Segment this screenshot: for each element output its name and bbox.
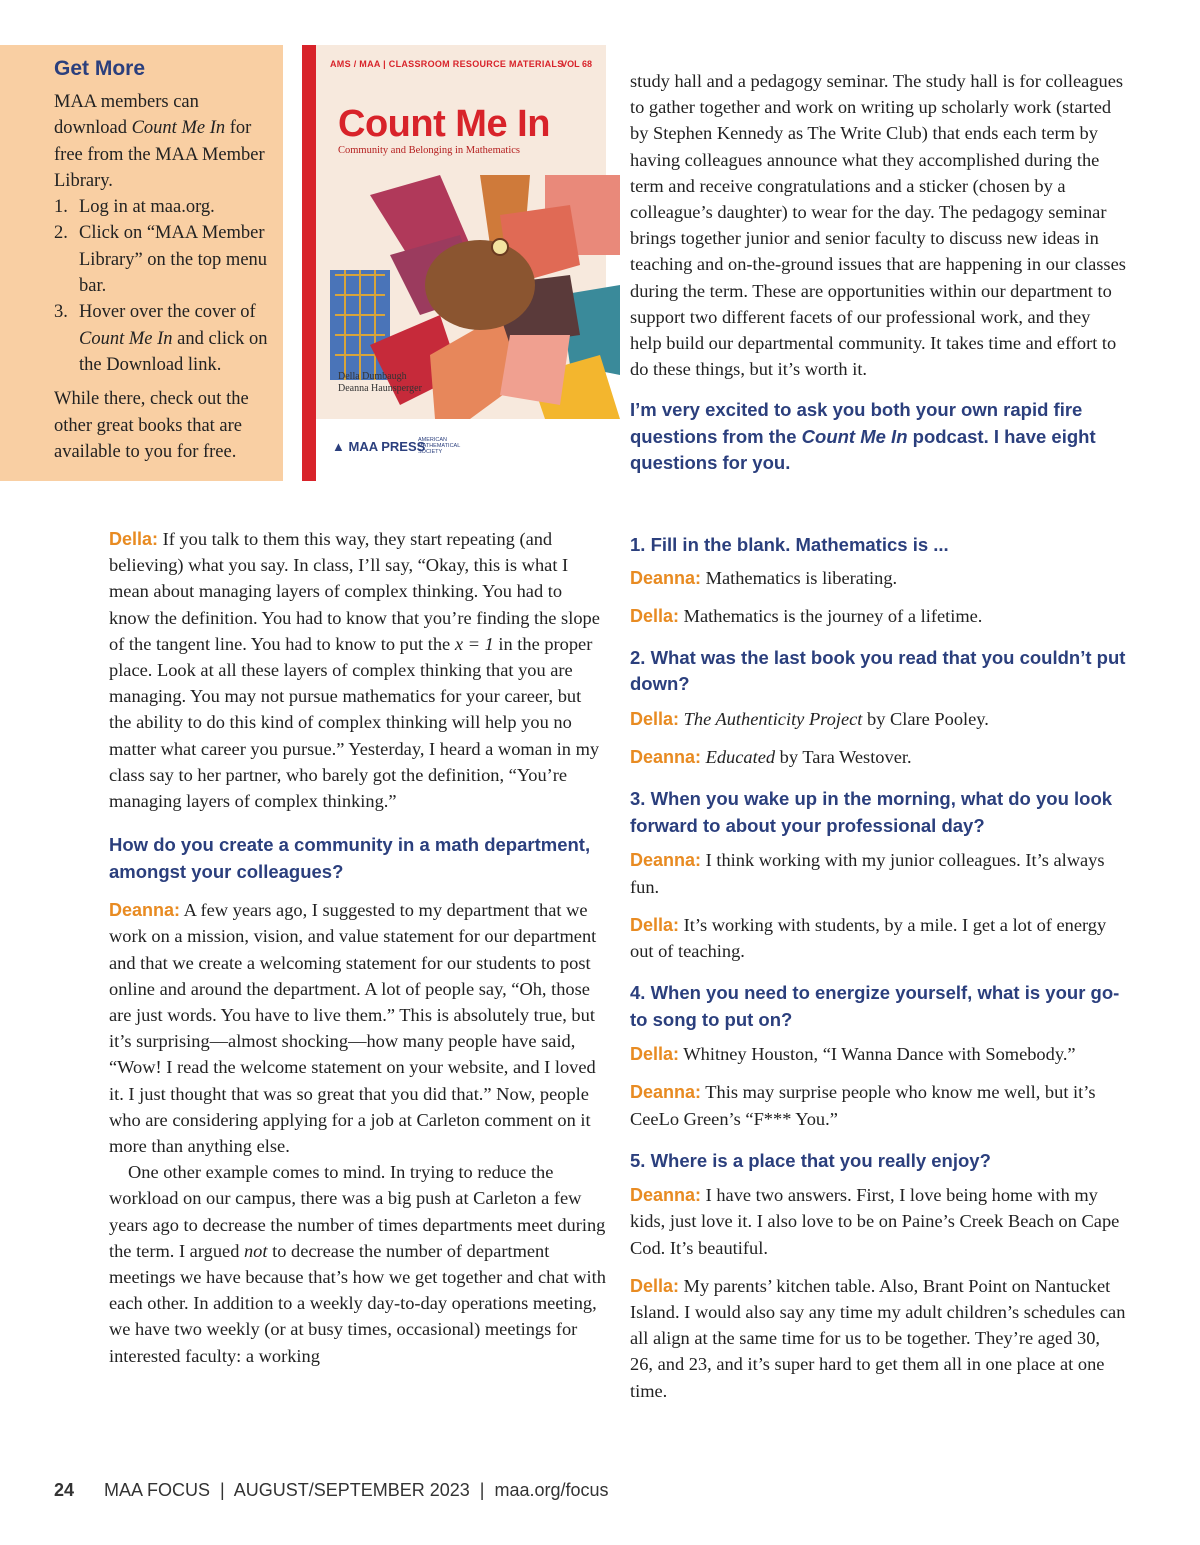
- rapid-fire-column: [630, 532, 1126, 1404]
- question-text-end: podcast. I have eight questions for you.: [630, 425, 1096, 474]
- emphasis: not: [243, 1240, 268, 1261]
- speaker-label: Deanna:: [630, 1185, 702, 1206]
- answer-text: Mathematics is liberating.: [701, 567, 898, 588]
- speaker-label: Deanna:: [109, 900, 181, 921]
- speaker-label: Deanna:: [630, 747, 702, 768]
- get-more-sidebar: [0, 45, 283, 481]
- cover-series: AMS / MAA | CLASSROOM RESOURCE MATERIALS: [330, 59, 564, 69]
- intro-text: MAA members can download: [54, 92, 199, 139]
- speaker-label: Della:: [630, 1044, 680, 1065]
- step-book-title: Count Me In: [79, 328, 173, 349]
- answer-text: My parents’ kitchen table. Also, Brant Point on Nantucket Island. I would also say any time my adult children’s schedules can all align at the same time for us to be together. They’re aged 30, 26, and 23, and it’s super hard to get them all in one place at one time.: [630, 1275, 1126, 1401]
- answer: [630, 847, 1126, 899]
- sidebar-intro: [54, 89, 269, 194]
- cover-authors: [338, 371, 422, 395]
- question-4: 4. When you need to energize yourself, what is your go-to song to put on?: [630, 982, 1120, 1030]
- footer-text: MAA FOCUS | AUGUST/SEPTEMBER 2023 | maa.org/focus: [104, 1480, 609, 1500]
- answer-text: Mathematics is the journey of a lifetime.: [679, 605, 983, 626]
- center-hand: [425, 240, 535, 330]
- question-heading: [630, 397, 1126, 477]
- answer-text: If you talk to them this way, they start repeating (and believing) what you say. In class, I’ll say, “Okay, this is what I mean about managing layers of complex thinking. You had to know the definition. You had to know that you’re finding the slope of the tangent line. You had to know to put the: [109, 529, 600, 654]
- paragraph: study hall and a pedagogy seminar. The study hall is for colleagues to gather together and work on writing up scholarly work (started by Stephen Kennedy as The Write Club) that ends each term by having colleagues announce what they accomplished during the term and receive congratulations and a sticker (chosen by a colleague’s daughter) to wear for the day. The pedagogy seminar brings together junior and senior faculty to discuss new ideas in teaching and on-the-ground issues that are happening in our classes during the term. These are opportunities within our department to support two different facets of our professional work, and they help build our departmental community. It takes time and effort to do these things, but it’s worth it.: [630, 71, 1126, 380]
- book-title: The Authenticity Project: [683, 708, 863, 729]
- speaker-label: Deanna:: [630, 1082, 702, 1103]
- author-name: Deanna Haunsperger: [338, 383, 422, 394]
- answer: [630, 744, 1126, 770]
- sidebar-tail: While there, check out the other great books that are available to you for free.: [54, 389, 249, 462]
- answer: [630, 1273, 1126, 1404]
- page-number: 24: [54, 1480, 75, 1500]
- answer-text: This may surprise people who know me well, but it’s CeeLo Green’s “F*** You.”: [630, 1082, 1096, 1129]
- question-book-title: Count Me In: [801, 425, 908, 447]
- speaker-label: Della:: [630, 708, 680, 729]
- paragraph-text: One other example comes to mind. In trying to reduce the workload on our campus, there was a big push at Carleton a few years ago to decrease the number of times departments meet during the term. I argued: [109, 1162, 606, 1261]
- answer-text: by Tara Westover.: [775, 747, 912, 768]
- answer-text-end: in the proper place. Look at all these layers of complex thinking that you are managing. You may not pursue mathematics for your career, but the ability to do this kind of complex thinking will help you no matter what career you pursue.” Yesterday, I heard a woman in my class say to her partner, who barely got the definition, “You’re managing layers of complex thinking.”: [109, 633, 600, 812]
- step-number: 3.: [54, 302, 68, 323]
- book-title: Educated: [705, 747, 776, 768]
- deanna-answer: [109, 897, 607, 1159]
- step-text: Hover over the cover of: [79, 302, 256, 323]
- step-1: [54, 194, 269, 220]
- answer: [630, 1079, 1126, 1131]
- speaker-label: Della:: [109, 529, 159, 549]
- sidebar-title: Get More: [54, 57, 146, 80]
- della-answer: [109, 526, 607, 814]
- intro-text-end: for free from the MAA Member Library.: [54, 118, 265, 191]
- answer-text: I think working with my junior colleagues. It’s always fun.: [630, 850, 1105, 897]
- right-column-top: [630, 68, 1126, 477]
- book-cover[interactable]: [302, 45, 606, 481]
- step-text: Click on “MAA Member Library” on the top menu bar.: [79, 223, 268, 297]
- answer: [630, 912, 1126, 964]
- intro-book-title: Count Me In: [131, 118, 226, 139]
- answer: [630, 1041, 1126, 1067]
- question-1: 1. Fill in the blank. Mathematics is ...: [630, 534, 949, 555]
- step-2: [54, 220, 269, 299]
- watch-icon: [492, 239, 508, 255]
- question-3: 3. When you wake up in the morning, what do you look forward to about your professional day?: [630, 788, 1113, 836]
- answer: [630, 603, 1126, 629]
- cover-background: [316, 45, 606, 481]
- maa-press-logo: ▲ MAA PRESS: [332, 439, 426, 454]
- author-name: Della Dumbaugh: [338, 371, 407, 382]
- page-footer: [54, 1480, 609, 1501]
- speaker-label: Deanna:: [630, 850, 702, 871]
- cover-footer: [316, 419, 606, 481]
- speaker-label: Della:: [630, 914, 680, 935]
- question-heading: How do you create a community in a math department, amongst your colleagues?: [109, 834, 591, 882]
- answer-text: A few years ago, I suggested to my department that we work on a mission, vision, and value statement for our department and that we create a welcoming statement for our students to post online and around the department. A lot of people say, “Oh, those are just words. You have to live them.” This is absolutely true, but it’s surprising—almost shocking—how many people have said, “Wow! I read the welcome statement on your website, and I loved it. I just thought that was so great that you did that.” Now, people who are considering applying for a job at Carleton comment on it more than anything else.: [109, 900, 597, 1157]
- cover-subtitle: Community and Belonging in Mathematics: [338, 145, 520, 156]
- answer: [630, 706, 1126, 732]
- math-expression: x = 1: [454, 633, 494, 654]
- step-text: Log in at maa.org.: [79, 197, 215, 218]
- speaker-label: Della:: [630, 1275, 680, 1296]
- question-2: 2. What was the last book you read that you couldn’t put down?: [630, 646, 1126, 695]
- answer-text: Whitney Houston, “I Wanna Dance with Somebody.”: [679, 1044, 1076, 1065]
- paragraph: [109, 1159, 607, 1369]
- download-steps: [54, 194, 269, 378]
- cover-title: Count Me In: [338, 103, 550, 145]
- step-number: 2.: [54, 223, 68, 244]
- step-text-end: and click on the Download link.: [79, 328, 268, 375]
- answer-text: by Clare Pooley.: [862, 708, 989, 729]
- ams-logo: AMERICAN MATHEMATICAL SOCIETY: [418, 437, 461, 455]
- question-5: 5. Where is a place that you really enjoy?: [630, 1149, 991, 1171]
- cover-volume: VOL 68: [561, 59, 592, 69]
- answer-text: It’s working with students, by a mile. I get a lot of energy out of teaching.: [630, 914, 1107, 961]
- step-3: [54, 299, 269, 378]
- hand-shape: [500, 335, 570, 405]
- question-text: I’m very excited to ask you both your own rapid fire questions from the: [630, 399, 1083, 447]
- answer-text: I have two answers. First, I love being home with my kids, just love it. I also love to be on Paine’s Creek Beach on Cape Cod. It’s beautiful.: [630, 1185, 1120, 1258]
- answer: [630, 565, 1126, 591]
- left-column: [109, 526, 607, 1369]
- paragraph-text-end: to decrease the number of department meetings we have because that’s how we get together and chat with each other. In addition to a weekly day-to-day operations meeting, we have two weekly (or at busy times, occasional) meetings for interested faculty: a working: [109, 1240, 606, 1366]
- step-number: 1.: [54, 197, 68, 218]
- answer: [630, 1182, 1126, 1261]
- speaker-label: Deanna:: [630, 567, 702, 588]
- publisher-name: MAA PRESS: [348, 439, 426, 454]
- speaker-label: Della:: [630, 605, 680, 626]
